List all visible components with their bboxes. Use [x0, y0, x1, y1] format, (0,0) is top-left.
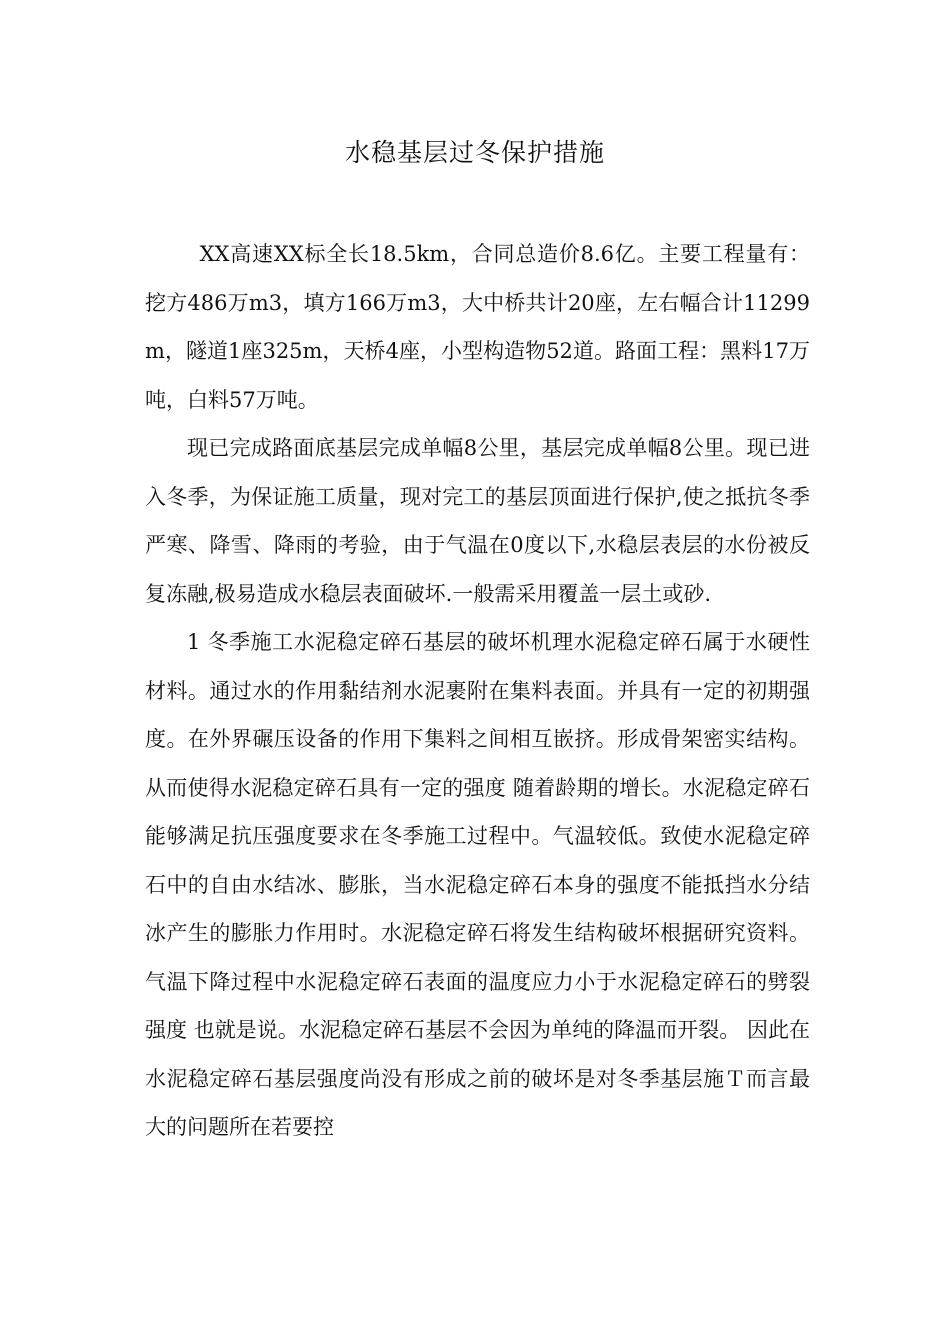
- document-body: [145, 230, 810, 1152]
- document-title: 水稳基层过冬保护措施: [344, 138, 605, 167]
- paragraph-damage-mechanism: 1 冬季施工水泥稳定碎石基层的破坏机理水泥稳定碎石属于水硬性材料。通过水的作用黏结剂水泥裹附在集料表面。并具有一定的初期强度。在外界碾压设备的作用下集料之间相互嵌挤。形成骨架密实结构。从而使得水泥稳定碎石具有一定的强度 随着龄期的增长。水泥稳定碎石能够满足抗压强度要求在冬季施工过程中。气温较低。致使水泥稳定碎石中的自由水结冰、膨胀，当水泥稳定碎石本身的强度不能抵挡水分结冰产生的膨胀力作用时。水泥稳定碎石将发生结构破坏根据研究资料。气温下降过程中水泥稳定碎石表面的温度应力小于水泥稳定碎石的劈裂强度 也就是说。水泥稳定碎石基层不会因为单纯的降温而开裂。 因此在水泥稳定碎石基层强度尚没有形成之前的破坏是对冬季基层施Ｔ而言最大的问题所在若要控: [145, 630, 810, 1139]
- paragraph-project-overview: XX高速XX标全长18.5km，合同总造价8.6亿。主要工程量有：挖方486万m3，填方166万m3，大中桥共计20座，左右幅合计11299m，隧道1座325m，天桥4座，小型构造物52道。路面工程：黑料17万吨，白料57万吨。: [145, 242, 810, 412]
- paragraph-progress-and-protection: 现已完成路面底基层完成单幅8公里，基层完成单幅8公里。现已进入冬季，为保证施工质量，现对完工的基层顶面进行保护,使之抵抗冬季严寒、降雪、降雨的考验，由于气温在0度以下,水稳层表层的水份被反复冻融,极易造成水稳层表面破坏.一般需采用覆盖一层土或砂.: [145, 436, 810, 606]
